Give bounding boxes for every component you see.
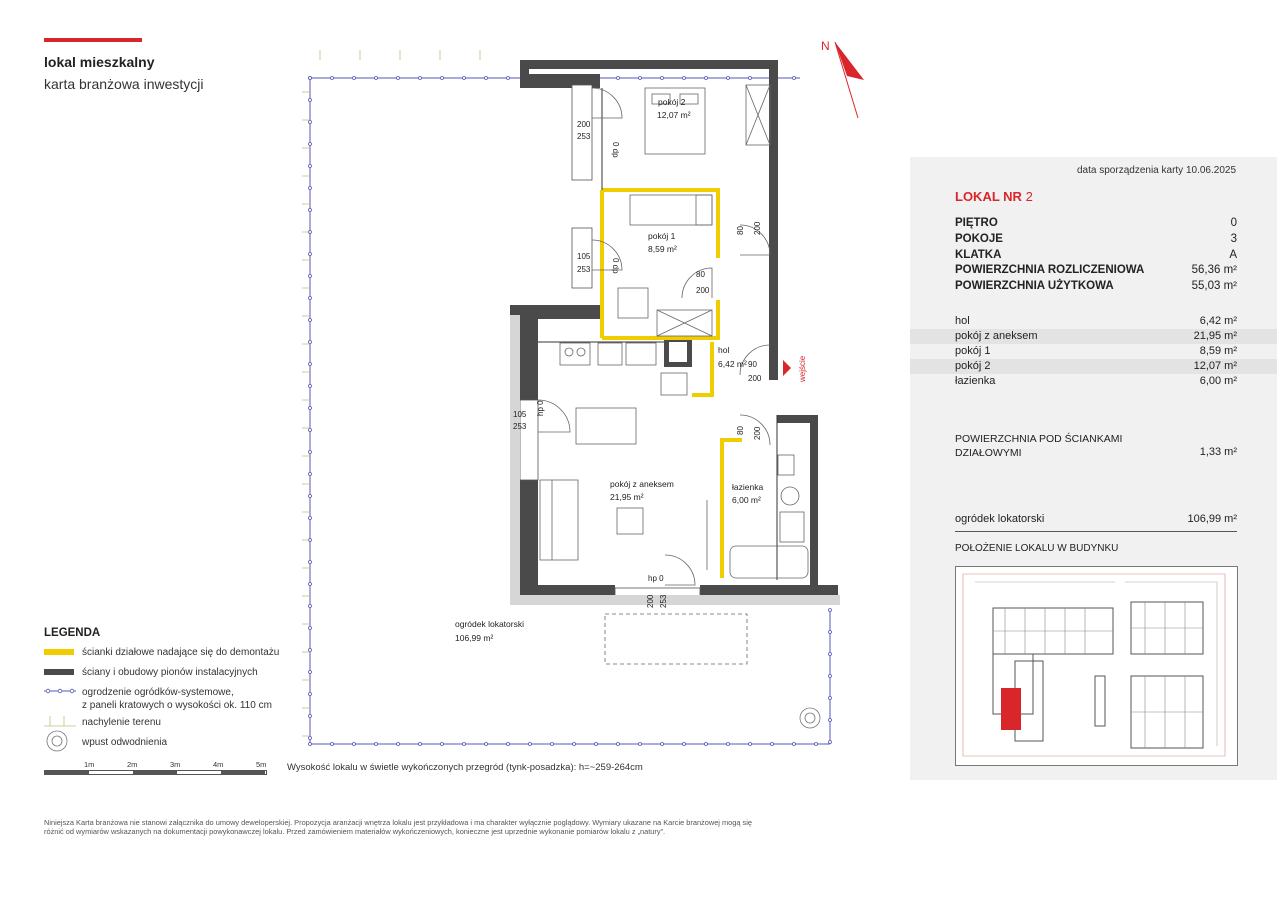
legend-swatch-structural — [44, 669, 74, 675]
fence-icon — [44, 686, 76, 696]
room-label: pokój 2 — [658, 97, 686, 107]
spec-row: POWIERZCHNIA UŻYTKOWA 55,03 m² — [955, 280, 1237, 292]
location-label: POŁOŻENIE LOKALU W BUDYNKU — [955, 543, 1119, 554]
dimension-label: hp 0 — [536, 400, 545, 416]
dimension-label: 200 — [646, 594, 655, 608]
divider — [955, 531, 1237, 532]
legend-item: wpust odwodnienia — [82, 737, 168, 748]
terrain-slope — [302, 50, 480, 736]
spec-row: PIĘTRO 0 — [955, 217, 1237, 229]
apartment-highlight — [1001, 688, 1021, 730]
legend-item: ściany i obudowy pionów instalacyjnych — [82, 667, 258, 678]
garden-fence — [309, 77, 832, 746]
room-area: 12,07 m² — [657, 110, 691, 120]
room-label: łazienka — [732, 482, 764, 492]
dimension-label: 0 dp — [611, 258, 620, 274]
dimension-label: 200 — [696, 286, 710, 295]
scale-label: 3m — [170, 760, 181, 769]
garden-area: 106,99 m² — [455, 633, 494, 643]
drain-legend-icon — [45, 729, 69, 753]
dimension-label: 200 — [577, 120, 591, 129]
scale-label: 4m — [213, 760, 224, 769]
lokal-number: LOKAL NR 2 — [955, 189, 1033, 204]
legend-item: z paneli kratowych o wysokości ok. 110 cm — [82, 700, 272, 711]
room-row: pokój z aneksem 21,95 m² — [955, 330, 1237, 342]
floor-plan — [280, 30, 900, 760]
dimension-label: 253 — [577, 265, 591, 274]
room-label: hol — [718, 345, 730, 355]
garden-label: ogródek lokatorski — [455, 619, 524, 629]
entrance-arrow-icon — [783, 360, 791, 376]
room-area: 6,42 m² — [718, 359, 747, 369]
walls-value: 1,33 m² — [1199, 446, 1237, 458]
structural-walls — [510, 60, 838, 599]
dimension-label: 253 — [659, 594, 668, 608]
room-area: 6,00 m² — [732, 495, 761, 505]
room-row: łazienka 6,00 m² — [955, 375, 1237, 387]
page-subtitle: karta branżowa inwestycji — [44, 76, 204, 92]
scale-label: 2m — [127, 760, 138, 769]
legend-item: nachylenie terenu — [82, 717, 161, 728]
north-arrow-icon — [835, 42, 864, 118]
dimension-label: 200 — [753, 221, 762, 235]
entrance-label: wejście — [798, 355, 807, 382]
dimension-label: 90 — [748, 360, 757, 369]
height-note: Wysokość lokalu w świetle wykończonych przegród (tynk-posadzka): h=~259-264cm — [287, 762, 643, 773]
spec-row: POKOJE 3 — [955, 233, 1237, 245]
room-label: pokój z aneksem — [610, 479, 674, 489]
dimension-label: 253 — [513, 422, 527, 431]
dimension-label: 80 — [736, 226, 745, 235]
dimension-label: 253 — [577, 132, 591, 141]
dimension-label: 80 — [696, 270, 705, 279]
dimension-label: 0 dp — [611, 142, 620, 158]
room-area: 21,95 m² — [610, 492, 644, 502]
scale-bar — [44, 770, 267, 775]
slope-icon — [44, 712, 76, 728]
spec-row: KLATKA A — [955, 249, 1237, 261]
room-row: pokój 2 12,07 m² — [955, 360, 1237, 372]
scale-label: 1m — [84, 760, 95, 769]
legend-item: ścianki działowe nadające się do demontażu — [82, 647, 280, 658]
legend-swatch-demountable — [44, 649, 74, 655]
building-location-map — [955, 566, 1238, 766]
dimension-label: hp 0 — [648, 574, 664, 583]
drain-icon — [800, 708, 820, 728]
dimension-label: 200 — [748, 374, 762, 383]
scale-label: 5m — [256, 760, 267, 769]
room-row: pokój 1 8,59 m² — [955, 345, 1237, 357]
dimension-label: 80 — [736, 426, 745, 435]
spec-row: POWIERZCHNIA ROZLICZENIOWA 56,36 m² — [955, 264, 1237, 276]
page-title: lokal mieszkalny — [44, 54, 155, 70]
garden-row: ogródek lokatorski 106,99 m² — [955, 513, 1237, 525]
disclaimer: Niniejsza Karta branżowa nie stanowi załącznika do umowy deweloperskiej. Propozycja aranżacji wnętrza lokalu jest przykładowa i ma charakter wyłącznie poglądowy. Wymiary ukazane na Karcie branżowej mogą się różnić od wymiarów wskazanych na dokumentacji powykonawczej lokalu. Przed zamówieniem materiałów wykończeniowych, konieczne jest uprzednie wykonanie pomiarów lokalu z „natury”. — [44, 818, 752, 836]
walls-label-2: DZIAŁOWYMI — [955, 447, 1022, 459]
legend-title: LEGENDA — [44, 627, 101, 639]
room-area: 8,59 m² — [648, 244, 677, 254]
room-label: pokój 1 — [648, 231, 676, 241]
brand-bar — [44, 38, 142, 42]
walls-label: POWIERZCHNIA POD ŚCIANKAMI — [955, 433, 1123, 445]
dimension-label: 105 — [577, 252, 591, 261]
north-label: N — [821, 39, 830, 53]
dimension-label: 105 — [513, 410, 527, 419]
dimension-label: 200 — [753, 426, 762, 440]
legend-item: ogrodzenie ogródków-systemowe, — [82, 687, 234, 698]
card-date: data sporządzenia karty 10.06.2025 — [1077, 165, 1236, 176]
room-row: hol 6,42 m² — [955, 315, 1237, 327]
